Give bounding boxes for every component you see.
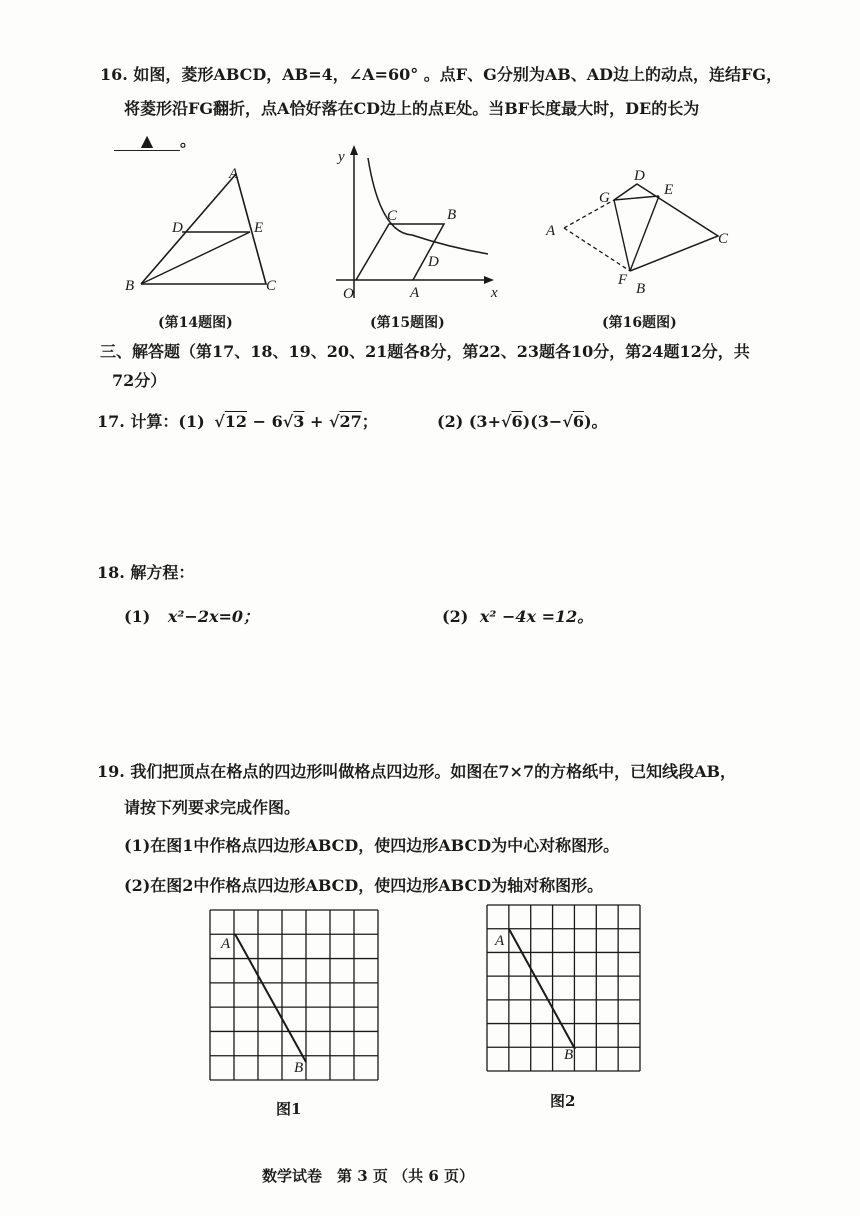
q17-minus-6: − 6 [252, 412, 283, 431]
q17-p2-lead: (2) [437, 412, 464, 431]
q17-part2: (2) (3+√6)(3−√6)。 [437, 412, 608, 431]
q17-plus: + [309, 412, 324, 431]
q16-end: 。 [180, 131, 197, 150]
q17-part1-end: ； [361, 412, 378, 431]
grid1-caption: 图1 [276, 1100, 302, 1118]
answer-blank: ▲ [114, 131, 180, 151]
fig16-label-e: E [664, 182, 674, 198]
q19-line2: 请按下列要求完成作图。 [124, 798, 301, 817]
fig16-label-a: A [546, 223, 556, 239]
q19-task1: (1)在图1中作格点四边形ABCD，使四边形ABCD为中心对称图形。 [124, 836, 620, 855]
q18-part2 [442, 604, 593, 627]
fig15-label-d: D [428, 254, 439, 270]
fig16-label-b: B [636, 281, 646, 297]
fig14-caption: (第14题图) [158, 315, 233, 331]
fig14-label-e: E [254, 220, 264, 236]
fig14-label-c: C [266, 278, 277, 294]
fig14-label-d: D [172, 220, 183, 236]
fig16-caption: (第16题图) [602, 315, 677, 331]
fig14-label-a: A [229, 166, 239, 182]
q19-task2: (2)在图2中作格点四边形ABCD，使四边形ABCD为轴对称图形。 [124, 876, 604, 895]
grid2-caption: 图2 [550, 1092, 576, 1110]
q17-p2-radicand-6a: 6 [511, 412, 523, 431]
fig16-label-f: F [618, 272, 628, 288]
q18-p1-num: (1) [124, 607, 151, 626]
fig15-caption: (第15题图) [370, 315, 445, 331]
q18-title: 18. 解方程： [97, 563, 195, 582]
q17-p2-radicand-6b: 6 [572, 412, 584, 431]
fig14-label-b: B [125, 278, 135, 294]
fig15-label-o: O [343, 286, 354, 302]
fig15-label-y: y [338, 149, 345, 165]
q17-p2-c: )(3− [522, 412, 563, 431]
fig15-label-c: C [387, 208, 398, 224]
fig16-label-d: D [634, 168, 645, 184]
grid1-label-a: A [221, 936, 231, 952]
section3-heading-line1: 三、解答题（第17、18、19、20、21题各8分，第22、23题各10分，第24题12分，共 [100, 342, 750, 361]
q17-lead: 17. 计算：(1) [97, 412, 205, 431]
grid-figure-1 [210, 910, 380, 1082]
q17-radicand-3: 3 [293, 412, 305, 431]
q18-p2-equation: x² −4x =12。 [479, 607, 594, 626]
fig15-label-x: x [491, 285, 498, 301]
q16-line1: 16. 如图，菱形ABCD，AB=4，∠A=60° 。点F、G分别为AB、AD边上的动点，连结FG， [100, 65, 783, 84]
figure-14 [120, 160, 290, 300]
fig16-label-g: G [599, 190, 610, 206]
grid2-label-b: B [564, 1047, 574, 1063]
q17-p2-e: )。 [583, 412, 608, 431]
section3-heading-line2: 72分） [112, 371, 167, 390]
fig16-label-c: C [718, 231, 729, 247]
grid-figure-2 [487, 905, 642, 1073]
figure-15 [328, 145, 508, 305]
q18-p1-equation: x²−2x=0； [167, 607, 260, 626]
q17-p2-a: (3+ [468, 412, 501, 431]
q17-radicand-12: 12 [224, 412, 248, 431]
q18-p2-num: (2) [442, 607, 469, 626]
fig15-label-b: B [447, 207, 457, 223]
page-footer: 数学试卷 第 3 页 （共 6 页） [262, 1167, 474, 1185]
fig15-label-a: A [410, 285, 420, 301]
q19-line1: 19. 我们把顶点在格点的四边形叫做格点四边形。如图在7×7的方格纸中，已知线段AB， [97, 762, 737, 781]
q17-radicand-27: 27 [339, 412, 362, 431]
grid2-label-a: A [495, 933, 505, 949]
q17-part1: 17. 计算：(1) √12 − 6√3 + √27； [97, 412, 378, 431]
q16-line2: 将菱形沿FG翻折，点A恰好落在CD边上的点E处。当BF长度最大时，DE的长为 [124, 99, 700, 118]
q18-part1 [124, 604, 259, 627]
figure-16 [542, 160, 742, 300]
grid1-label-b: B [294, 1060, 304, 1076]
q16-answer-line [114, 128, 196, 151]
